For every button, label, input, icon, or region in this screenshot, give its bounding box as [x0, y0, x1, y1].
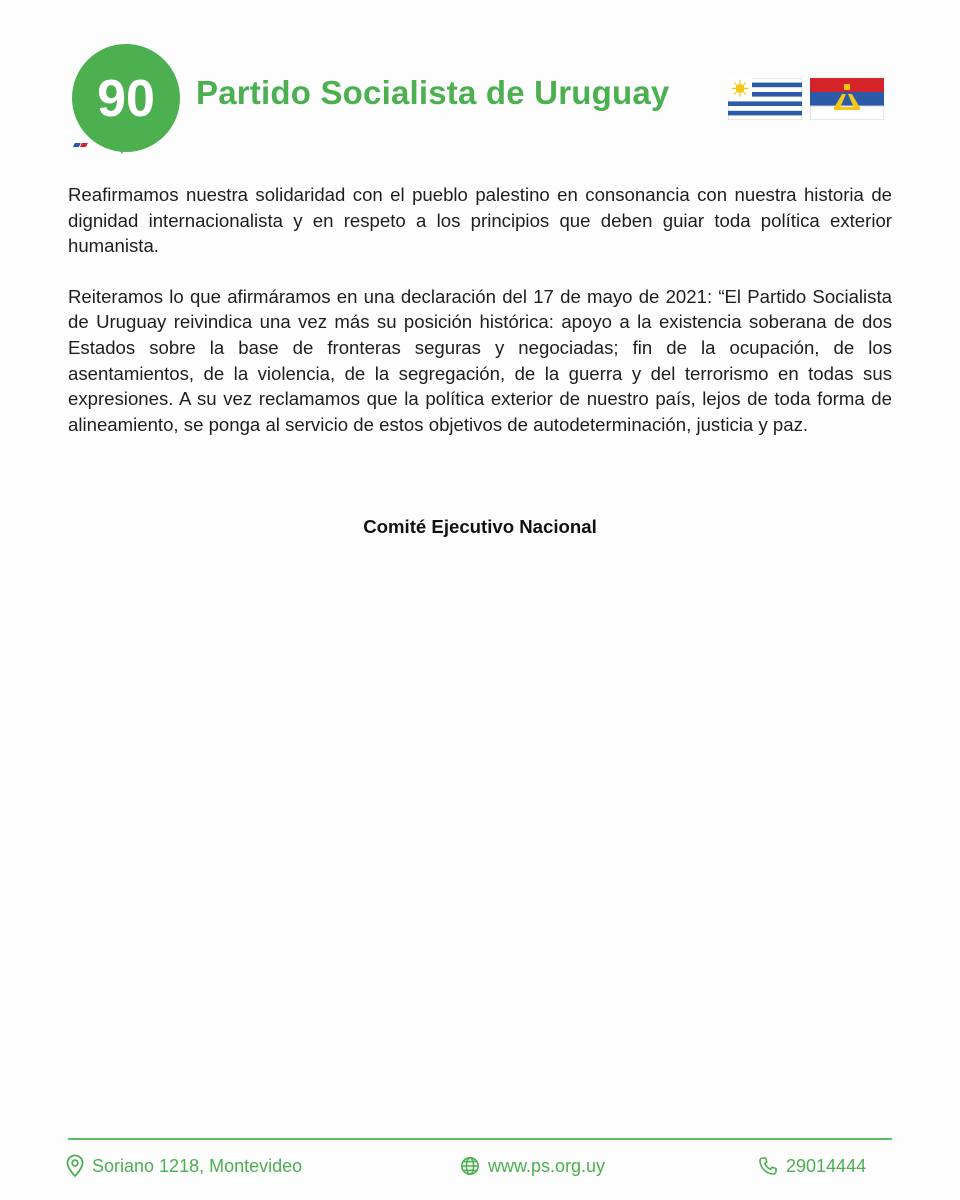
party-logo — [70, 44, 182, 156]
globe-icon — [460, 1156, 480, 1176]
paragraph-reiteration: Reiteramos lo que afirmáramos en una declaración del 17 de mayo de 2021: “El Partido Socialista de Uruguay reivindica una vez más su posición histórica: apoyo a la existencia soberana de dos Estados sobre la base de fronteras seguras y negociadas; fin de la ocupación, de los asentamientos, de la violencia, de la segregación, de la guerra y del terrorismo en todas sus expresiones. A su vez reclamamos que la política exterior de nuestro país, lejos de toda forma de alineamiento, se ponga al servicio de estos objetivos de autodeterminación, justicia y paz. — [68, 285, 892, 435]
footer-divider — [68, 1138, 892, 1140]
statement-body — [68, 182, 892, 462]
footer-address — [66, 1152, 302, 1180]
address-text: Soriano 1218, Montevideo — [92, 1155, 303, 1176]
footer-phone — [758, 1152, 866, 1180]
paragraph-solidarity: Reafirmamos nuestra solidaridad con el pueblo palestino en consonancia con nuestra historia de dignidad internacionalista y en respeto a los principios que deben guiar toda política exterior humanista. — [68, 184, 892, 257]
uruguay-flag-icon — [728, 78, 802, 120]
location-pin-icon — [66, 1154, 84, 1178]
party-flag-icon — [810, 78, 884, 120]
phone-icon — [758, 1156, 778, 1176]
footer-website[interactable] — [460, 1152, 605, 1180]
party-name: Partido Socialista de Uruguay — [196, 74, 670, 111]
signature: Comité Ejecutivo Nacional — [363, 516, 597, 537]
phone-number: 29014444 — [786, 1155, 867, 1176]
website-link[interactable]: www.ps.org.uy — [488, 1155, 606, 1176]
letterhead — [70, 44, 900, 156]
logo-number: 90 — [97, 70, 155, 128]
